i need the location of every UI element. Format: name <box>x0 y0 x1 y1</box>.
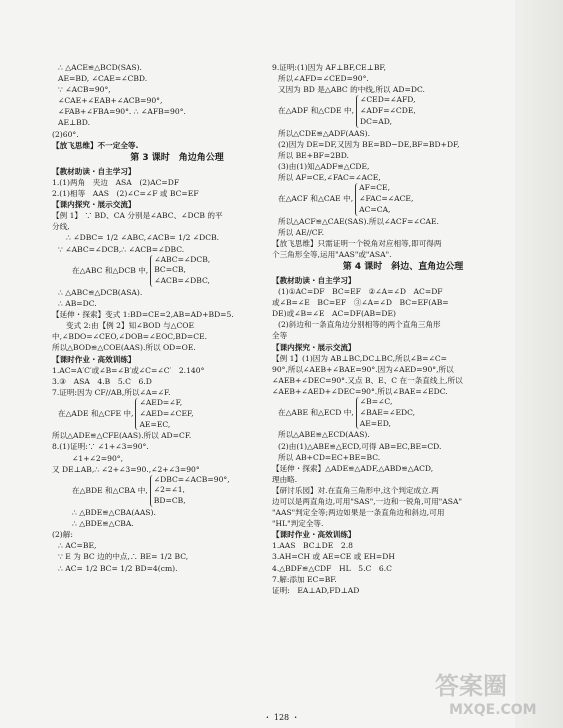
text-line <box>272 563 534 574</box>
line-text: 在△ADE 和△CFE 中, <box>58 409 134 419</box>
brace-block <box>135 398 193 430</box>
line-text: 【延伸・探索】△ADE≌△ADF,△ABD≌△ACD, <box>272 463 434 473</box>
brace-line: ∠ABC=∠DCB, <box>154 254 211 264</box>
line-text: 所以△ABE≌△ECD(AAS). <box>278 430 370 440</box>
text-line <box>272 429 534 440</box>
line-text: 1.AAS BC⊥DE 2.8 <box>272 541 353 551</box>
line-text: 所以△ACF≌△CAE(SAS).所以∠ACF=∠CAE. <box>278 216 439 226</box>
line-text: 在△ADF 和△CDE 中, <box>278 106 354 116</box>
brace-line: ∠ACB=∠DBC, <box>154 276 210 286</box>
text-line <box>272 441 534 452</box>
line-text: 在△ABC 和△DCB 中, <box>72 265 149 275</box>
watermark-text-url: MXQE.COM <box>449 702 537 718</box>
text-line <box>52 255 302 287</box>
text-line <box>272 128 534 139</box>
line-text: ∵ ∠ACB=90°, <box>58 85 111 95</box>
line-text: AE⊥BD. <box>58 118 90 128</box>
text-line <box>272 319 534 330</box>
text-line <box>52 309 302 320</box>
line-text: 第 4 课时 斜边、直角边公理 <box>342 261 464 272</box>
line-text: 2.(1)相等 AAS (2)∠C=∠F 或 BC=EF <box>52 189 199 199</box>
line-text: 所以 AB+CD=EC+BE=BC. <box>278 452 381 462</box>
text-line <box>52 563 302 574</box>
text-line <box>272 183 534 215</box>
text-line <box>272 150 534 161</box>
text-line <box>52 84 302 95</box>
text-line <box>272 330 534 341</box>
line-text: 【例 1】 ∵ BD、CA 分别是∠ABC、∠DCB 的平 <box>52 211 223 221</box>
line-text: DE)或∠B=∠E AC=DF(AB=DE) <box>272 309 396 319</box>
brace-line: DC=AD, <box>360 116 392 126</box>
brace-line: ∠B=∠C, <box>359 397 393 407</box>
line-text: (1)①AC=DF BC=EF ②∠A=∠D AC=DF <box>278 287 443 297</box>
brace-line: ∠2=∠1, <box>153 485 185 495</box>
line-text: 【研讨乐园】对.在直角三角形中,这个判定成立.两 <box>272 485 439 495</box>
line-text: 分线, <box>52 222 70 232</box>
line-text: 变式 2:由【例 2】知∠BOD 与△COE <box>66 321 195 331</box>
brace-line: AF=CE, <box>359 183 390 193</box>
text-line <box>272 485 534 496</box>
text-line <box>272 62 534 73</box>
text-line <box>52 221 302 232</box>
right-column <box>272 62 534 596</box>
line-text: (2)60°. <box>52 129 79 139</box>
line-text: 【课内探究・展示交流】 <box>272 342 356 352</box>
line-text: 【课内探究・展示交流】 <box>52 200 136 210</box>
line-text: (3)由(1)知△ADF≌△CDE, <box>278 161 370 171</box>
line-text: 所以 BE+BF=2BD. <box>278 150 349 160</box>
line-text: ∴ ∠DBC= 1/2 ∠ABC,∠ACB= 1/2 ∠DCB. <box>66 233 220 243</box>
brace-line: ∠AED=∠F, <box>139 397 183 407</box>
left-column <box>52 62 302 574</box>
text-line <box>52 441 302 452</box>
line-text: ∠CAE+∠EAB+∠ACB=90°, <box>58 96 163 106</box>
text-line <box>272 308 534 319</box>
brace-line: ∠AED=∠CEF, <box>139 408 194 418</box>
line-text: 个三角形全等,运用"AAS"或"ASA". <box>272 249 392 259</box>
brace-line: ∠FAC=∠ACE, <box>359 193 414 203</box>
line-text: 所以△BOD≌△COE(AAS).所以 OD=OE. <box>52 343 196 353</box>
text-line <box>272 227 534 238</box>
text-line <box>52 320 302 331</box>
line-text: 8.(1)证明:∵ ∠1+∠3=90°. <box>52 442 149 452</box>
text-line <box>52 551 302 562</box>
text-line <box>272 386 534 397</box>
text-line <box>272 73 534 84</box>
line-text: 边可以是两直角边,可用"SAS",一边和一锐角,可用"ASA" <box>272 496 462 506</box>
line-text: 所以△CDE≌△ADF(AAS). <box>278 128 371 138</box>
line-text: 所以∠AFD=∠CED=90°. <box>278 74 369 84</box>
text-line <box>52 387 302 398</box>
brace-line: AC=CA, <box>359 204 391 214</box>
section-tag <box>272 342 534 353</box>
text-line <box>52 106 302 117</box>
brace-block <box>356 397 415 429</box>
text-line <box>272 496 534 507</box>
line-text: ∠AEB+∠AED+∠DEC=90°.所以∠BAE=∠EDC. <box>272 386 448 396</box>
line-text: 【延伸・探索】变式 1:BD=CE=2,AB=AD+BD=5. <box>52 310 234 320</box>
line-text: (2)由(1)△ABE≌△ECD,可得 AB=EC,BE=CD. <box>278 441 442 451</box>
line-text: ∠AEB+∠DEC=90°.又点 B、E、C 在一条直线上,所以 <box>272 375 463 385</box>
line-text: ∵ E 为 BC 边的中点,∴ BE= 1/2 BC, <box>58 552 189 562</box>
text-line <box>52 232 302 243</box>
brace-line: BC=CB, <box>154 265 186 275</box>
line-text: 在△ABE 和△ECD 中, <box>278 408 354 418</box>
line-text: AE=BD, ∠CAE=∠CBD. <box>58 74 148 84</box>
line-text: 3.③ ASA 4.B 5.C 6.D <box>52 376 152 386</box>
brace-block <box>355 183 413 215</box>
text-line <box>272 474 534 485</box>
text-line <box>272 172 534 183</box>
text-line <box>52 518 302 529</box>
text-line <box>272 353 534 364</box>
text-line <box>52 298 302 309</box>
line-text: 理由略. <box>272 474 298 484</box>
line-text: 90°,所以∠AEB+∠BAE=90°.因为∠AED=90°,所以 <box>272 364 454 374</box>
line-text: (2)斜边和一条直角边分别相等的两个直角三角形 <box>278 320 441 330</box>
brace-line: ∠ADF=∠CDE, <box>360 106 416 116</box>
line-text: 第 3 课时 角边角公理 <box>130 152 224 163</box>
line-text: ∵ ∠ABC=∠DCB,∴ ∠ACB=∠DBC. <box>58 244 185 254</box>
line-text: 1.(1)两角 夹边 ASA (2)AC=DF <box>52 177 180 187</box>
text-line <box>272 161 534 172</box>
text-line <box>52 117 302 128</box>
text-line <box>52 475 302 507</box>
line-text: 【例 1】(1)因为 AB⊥BC,DC⊥BC,所以∠B=∠C= <box>272 353 448 363</box>
text-line <box>272 574 534 585</box>
section-tag <box>272 529 534 540</box>
text-line <box>52 177 302 188</box>
line-text: ∴ AB=DC. <box>58 299 97 309</box>
text-line <box>272 551 534 562</box>
text-line <box>52 453 302 464</box>
text-line <box>52 365 302 376</box>
brace-block <box>150 475 230 507</box>
text-line <box>52 95 302 106</box>
line-text: 9.证明:(1)因为 AF⊥BF,CE⊥BF, <box>272 63 386 72</box>
text-line <box>272 452 534 463</box>
line-text: ∴ △BDE≌△CBA(AAS). <box>72 508 156 518</box>
line-text: 所以 AF=CE,∠FAC=∠ACE, <box>278 173 381 183</box>
brace-line: AE=EC, <box>139 419 171 429</box>
text-line <box>52 507 302 518</box>
line-text: 在△BDE 和△CBA 中, <box>72 485 148 495</box>
line-text: 【放飞思维】不一定全等. <box>52 140 139 150</box>
text-line <box>52 210 302 221</box>
text-line <box>272 95 534 127</box>
line-text: 【放飞思维】只需证明一个锐角对应相等,即可得两 <box>272 238 442 248</box>
brace-line: ∠CED=∠AFD, <box>360 95 416 105</box>
text-line <box>272 463 534 474</box>
text-line <box>272 518 534 529</box>
text-line <box>272 375 534 386</box>
line-text: (2)解: <box>52 530 73 540</box>
line-text: 【教材助读・自主学习】 <box>272 276 356 285</box>
line-text: 【课时作业・高效训练】 <box>52 354 136 364</box>
text-line <box>272 507 534 518</box>
line-text: 【教材助读・自主学习】 <box>52 166 136 176</box>
line-text: ∴ △BDE≌△CBA. <box>72 519 134 529</box>
line-text: (2)因为 DE=DF,又因为 BE=BD−DE,BF=BD+DF, <box>278 139 460 149</box>
text-line <box>52 376 302 387</box>
line-text: ∴ △ACE≌△BCD(SAS). <box>58 63 142 72</box>
text-line <box>272 249 534 260</box>
section-tag <box>52 199 302 210</box>
text-line <box>272 364 534 375</box>
line-text: ∴ AC= 1/2 BC= 1/2 BD=4(cm). <box>58 563 178 573</box>
line-text: ∠1+∠2=90°, <box>72 453 123 463</box>
line-text: 又 DE⊥AB,∴ ∠2+∠3=90.,∠2+∠3=90° <box>52 464 200 474</box>
text-line <box>52 62 302 73</box>
brace-block <box>356 95 416 127</box>
line-text: 证明: EA⊥AD,FD⊥AD <box>272 585 360 595</box>
text-line <box>272 297 534 308</box>
line-text: 又因为 BD 是△ABC 的中线,所以 AD=DC. <box>278 85 425 95</box>
brace-line: AE=ED, <box>359 418 391 428</box>
text-line <box>52 342 302 353</box>
text-line <box>52 464 302 475</box>
line-text: "AAS"判定全等;两边如果是一条直角边和斜边,可用 <box>272 508 445 518</box>
section-tag <box>52 140 302 151</box>
text-line <box>52 287 302 298</box>
line-text: 【课时作业・高效训练】 <box>272 530 356 540</box>
section-tag <box>272 275 534 286</box>
section-heading <box>272 262 534 273</box>
text-line <box>272 540 534 551</box>
text-line <box>272 585 534 596</box>
text-line <box>52 188 302 199</box>
line-text: 所以△ADE≌△CFE(AAS).所以 AD=CF. <box>52 431 192 441</box>
section-tag <box>52 354 302 365</box>
text-line <box>272 139 534 150</box>
text-line <box>52 73 302 84</box>
text-line <box>52 331 302 342</box>
line-text: 在△ACF 和△CAE 中, <box>278 194 354 204</box>
line-text: 或∠B=∠E BC=EF ③∠A=∠D BC=EF(AB= <box>272 298 449 308</box>
line-text: 所以 AE//CF. <box>278 227 325 237</box>
line-text: 4.△BDF≌△CDF HL 5.C 6.C <box>272 563 392 573</box>
line-text: 1.AC=A′C′或∠B=∠B′或∠C=∠C′ 2.140° <box>52 365 205 375</box>
line-text: ∴ △ABC≌△DCB(ASA). <box>58 287 143 297</box>
text-line <box>52 129 302 140</box>
text-line <box>272 238 534 249</box>
text-line <box>52 529 302 540</box>
line-text: 7.解:添加 EC=BF. <box>272 574 337 584</box>
text-line <box>272 216 534 227</box>
text-line <box>52 430 302 441</box>
text-line <box>272 286 534 297</box>
line-text: 3.AH=CH 或 AE=CE 或 EH=DH <box>272 552 395 562</box>
text-line <box>52 540 302 551</box>
line-text: "HL"判定全等. <box>272 519 324 529</box>
brace-line: ∠BAE=∠EDC, <box>359 407 416 417</box>
watermark-text-cn: 答案圈 <box>435 672 507 700</box>
line-text: ∴ AC=BE, <box>58 541 97 551</box>
watermark-logo <box>427 664 557 720</box>
line-text: ∠FAB+∠FBA=90°. ∴ ∠AFB=90°. <box>58 107 186 117</box>
brace-block <box>150 255 210 287</box>
line-text: 全等 <box>272 331 288 341</box>
text-line <box>52 398 302 430</box>
text-line <box>272 84 534 95</box>
section-tag <box>52 166 302 177</box>
brace-line: ∠DBC=∠ACB=90°, <box>153 474 230 484</box>
brace-line: BD=CB, <box>153 496 186 506</box>
line-text: 中,∠BDO=∠CEO,∠DOB=∠EOC,BD=CE. <box>52 332 208 342</box>
line-text: 7.证明:因为 CF//AB,所以∠A=∠F. <box>52 387 171 397</box>
section-heading <box>52 153 302 164</box>
page-number: ・ 128 ・ <box>263 713 300 722</box>
text-line <box>52 244 302 255</box>
text-line <box>272 397 534 429</box>
